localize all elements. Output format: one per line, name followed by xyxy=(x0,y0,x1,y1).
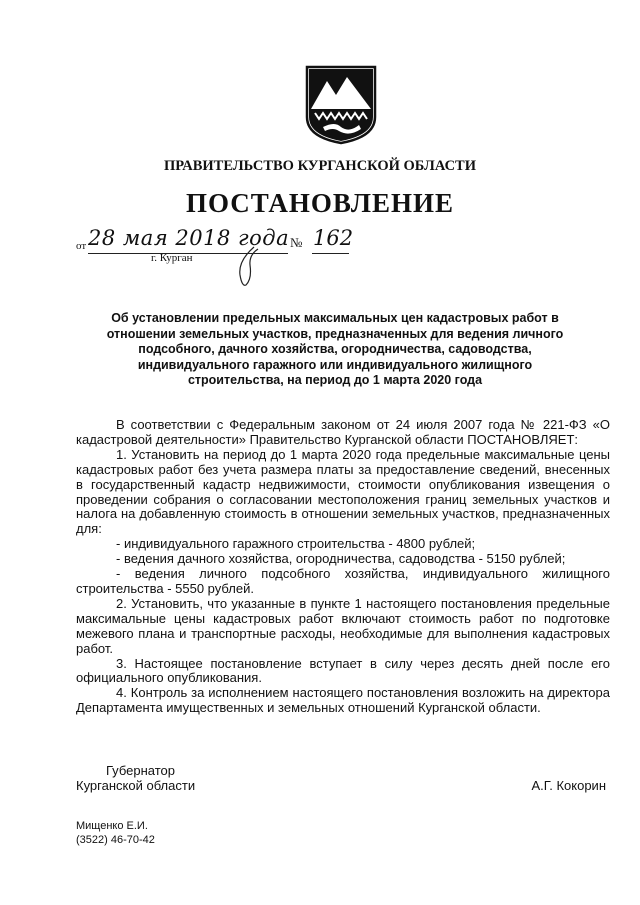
signatory-position-line1: Губернатор xyxy=(106,763,175,778)
paragraph-1: 1. Установить на период до 1 марта 2020 года предельные максимальные цены кадастровых работ без учета размера платы за предоставление сведений, внесенных в государственный кадастр недвижимости, стоимости опубликования извещения о проведении собрания о согласовании местоположения границ земельных участков и налога на добавленную стоимость в отношении земельных участков, предназначенных для: xyxy=(76,446,610,537)
title-line: отношении земельных участков, предназначенных для ведения личного xyxy=(106,326,564,341)
government-name: ПРАВИТЕЛЬСТВО КУРГАНСКОЙ ОБЛАСТИ xyxy=(163,158,476,174)
paragraph-4: 4. Контроль за исполнением настоящего постановления возложить на директора Департамента имущественных и земельных отношений Курганской области. xyxy=(76,685,610,716)
signatory-position-line2: Курганской области xyxy=(76,778,196,793)
initials-signature xyxy=(232,245,262,290)
document-body xyxy=(76,418,610,716)
paragraph-3: 3. Настоящее постановление вступает в силу через десять дней после его официального опубликования. xyxy=(76,655,610,686)
date-prefix: от xyxy=(76,240,87,252)
executor-phone: (3522) 46-70-42 xyxy=(76,834,155,846)
bullet-housing: - ведения личного подсобного хозяйства, индивидуального жилищного строительства - 5550 рублей. xyxy=(76,566,610,596)
bullet-garage: - индивидуального гаражного строительства - 4800 рублей; xyxy=(116,536,476,552)
paragraph-2: 2. Установить, что указанные в пункте 1 настоящего постановления предельные максимальные цены кадастровых работ включают стоимость работ по подготовке межевого плана и транспортные расходы, необходимые для выполнения кадастровых работ. xyxy=(76,595,610,656)
signatory-name: А.Г. Кокорин xyxy=(531,778,606,793)
handwritten-number: 162 xyxy=(313,226,354,250)
title-line: индивидуального гаражного или индивидуального жилищного xyxy=(137,357,533,372)
document-title xyxy=(85,311,585,389)
number-prefix: № xyxy=(290,235,303,250)
paragraph-preamble: В соответствии с Федеральным законом от 24 июля 2007 года № 221-ФЗ «О кадастровой деятельности» Правительство Курганской области ПОСТАНОВЛЯЕТ: xyxy=(76,417,610,447)
city-label: г. Курган xyxy=(151,252,193,264)
title-line: подсобного, дачного хозяйства, огородничества, садоводства, xyxy=(138,342,532,357)
executor-name: Мищенко Е.И. xyxy=(76,820,148,832)
title-line: строительства, на период до 1 марта 2020 года xyxy=(187,373,483,388)
coat-of-arms-emblem xyxy=(305,65,377,145)
title-line: Об установлении предельных максимальных цен кадастровых работ в xyxy=(111,311,559,325)
document-type: ПОСТАНОВЛЕНИЕ xyxy=(185,188,455,218)
bullet-dacha: - ведения дачного хозяйства, огородничества, садоводства - 5150 рублей; xyxy=(116,551,566,567)
number-underline xyxy=(312,253,349,254)
handwritten-date: 28 мая 2018 года xyxy=(88,226,290,250)
